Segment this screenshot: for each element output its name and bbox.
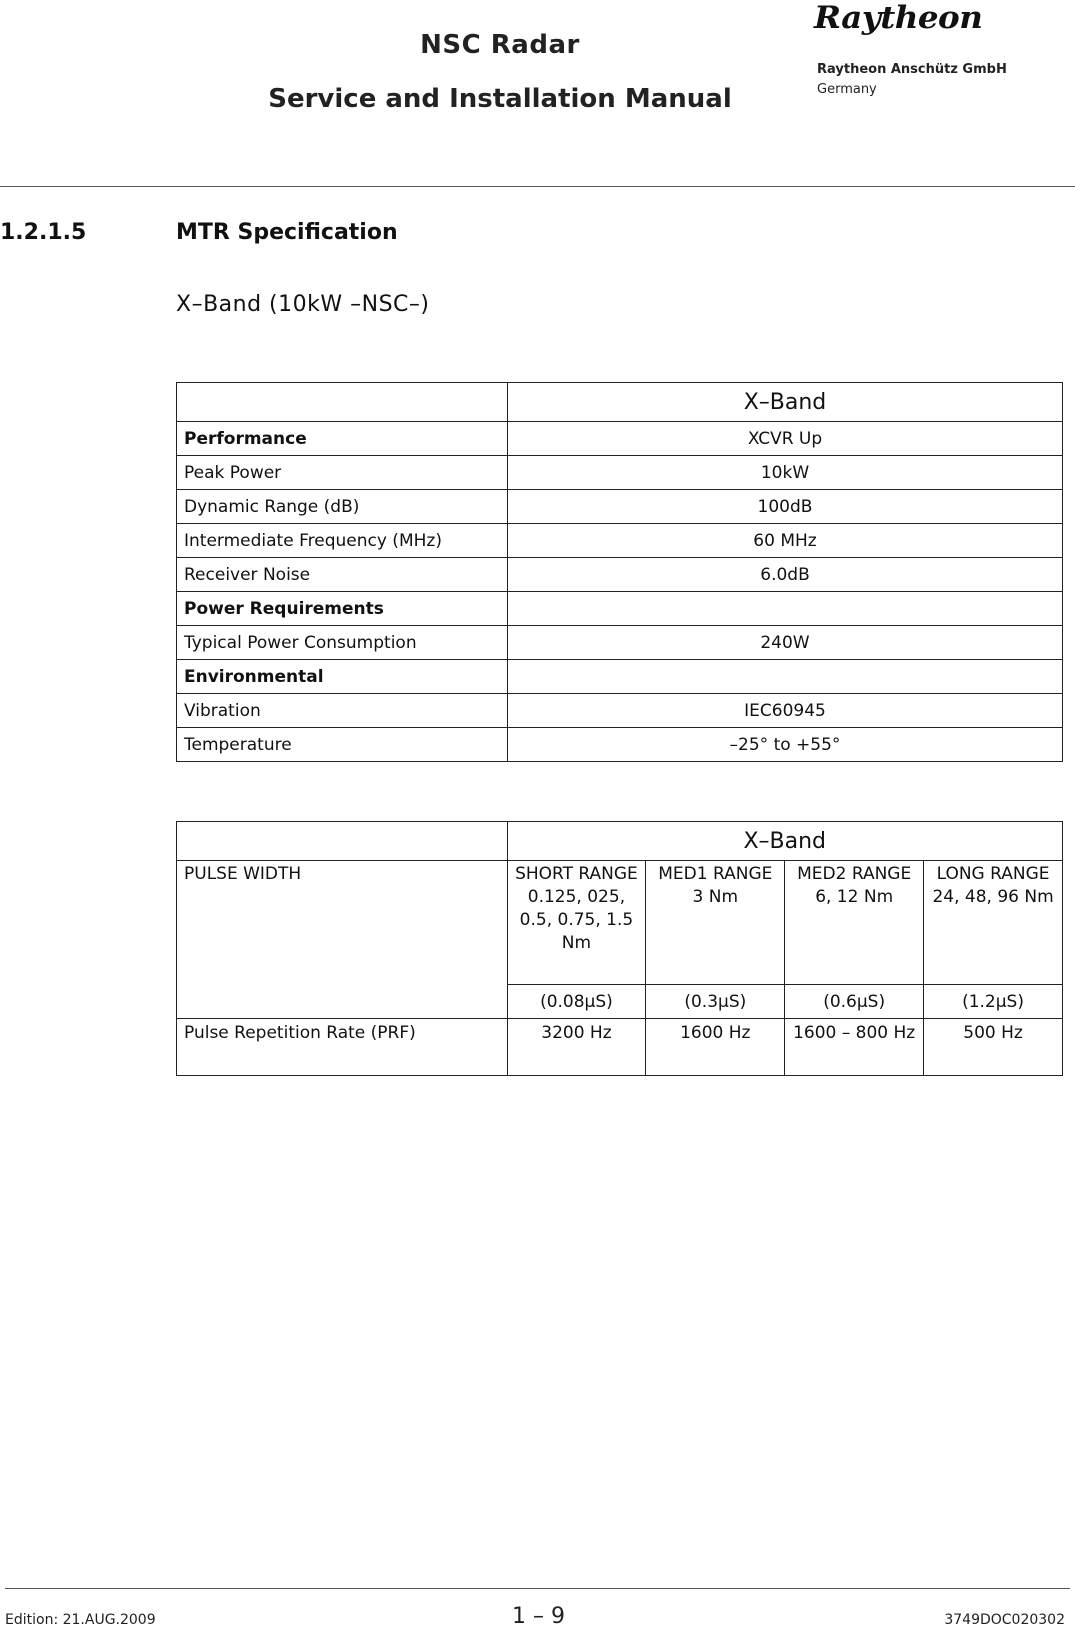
range-cell-med1 [646, 861, 785, 985]
row-label: Temperature [177, 728, 508, 762]
range-cell-med2 [785, 861, 924, 985]
document-number: 3749DOC020302 [944, 1612, 1065, 1628]
band-header: X–Band [507, 822, 1063, 861]
prf-value: 500 Hz [924, 1019, 1063, 1076]
range-name: MED1 RANGE [658, 864, 773, 884]
table-row [177, 728, 1063, 762]
section-title: MTR Specification [176, 220, 398, 245]
pulse-width-label: PULSE WIDTH [177, 861, 508, 1019]
range-cell-long [924, 861, 1063, 985]
table-row [177, 660, 1063, 694]
prf-label: Pulse Repetition Rate (PRF) [177, 1019, 508, 1076]
company-name: Raytheon Anschütz GmbH [817, 62, 1007, 77]
range-distances: 6, 12 Nm [815, 887, 894, 907]
table-row [177, 456, 1063, 490]
row-value: 6.0dB [508, 558, 1063, 592]
row-label: Intermediate Frequency (MHz) [177, 524, 508, 558]
table-row [177, 861, 1063, 985]
row-label: Receiver Noise [177, 558, 508, 592]
footer-divider [5, 1588, 1070, 1589]
range-cell-short [507, 861, 646, 985]
row-label: Typical Power Consumption [177, 626, 508, 660]
page-number: 1 – 9 [512, 1604, 565, 1629]
section-number: 1.2.1.5 [0, 220, 87, 245]
table-row [177, 558, 1063, 592]
company-country: Germany [817, 82, 877, 97]
row-value [508, 660, 1063, 694]
table-row [177, 592, 1063, 626]
section-subtitle: X–Band (10kW –NSC–) [176, 292, 430, 317]
edition-date: Edition: 21.AUG.2009 [5, 1612, 156, 1628]
row-value: –25° to +55° [508, 728, 1063, 762]
range-distances: 0.125, 025, 0.5, 0.75, 1.5 Nm [519, 887, 634, 953]
pulse-duration: (1.2µS) [924, 985, 1063, 1019]
pulse-table [176, 821, 1063, 1076]
pulse-duration: (0.08µS) [507, 985, 646, 1019]
row-value: 10kW [508, 456, 1063, 490]
row-value: XCVR Up [508, 422, 1063, 456]
row-value: 60 MHz [508, 524, 1063, 558]
row-value: IEC60945 [508, 694, 1063, 728]
range-name: SHORT RANGE [515, 864, 638, 884]
table-row [177, 1019, 1063, 1076]
row-label: Performance [177, 422, 508, 456]
prf-value: 3200 Hz [507, 1019, 646, 1076]
table-header-row [177, 822, 1063, 861]
range-name: MED2 RANGE [797, 864, 912, 884]
table-row [177, 694, 1063, 728]
row-value: 100dB [508, 490, 1063, 524]
raytheon-logo: Raytheon [814, 0, 983, 36]
table-row [177, 524, 1063, 558]
range-name: LONG RANGE [936, 864, 1050, 884]
table-cell [177, 383, 508, 422]
table-header-row [177, 383, 1063, 422]
table-row [177, 490, 1063, 524]
row-label: Environmental [177, 660, 508, 694]
document-subtitle: Service and Installation Manual [268, 84, 732, 114]
pulse-duration: (0.6µS) [785, 985, 924, 1019]
table-row [177, 626, 1063, 660]
table-cell [177, 822, 508, 861]
prf-value: 1600 Hz [646, 1019, 785, 1076]
row-value [508, 592, 1063, 626]
prf-value: 1600 – 800 Hz [785, 1019, 924, 1076]
document-title: NSC Radar [420, 30, 580, 60]
pulse-duration: (0.3µS) [646, 985, 785, 1019]
range-distances: 3 Nm [692, 887, 739, 907]
spec-table [176, 382, 1063, 762]
row-label: Vibration [177, 694, 508, 728]
table-row [177, 422, 1063, 456]
row-value: 240W [508, 626, 1063, 660]
row-label: Power Requirements [177, 592, 508, 626]
row-label: Peak Power [177, 456, 508, 490]
header-divider [0, 186, 1075, 187]
row-label: Dynamic Range (dB) [177, 490, 508, 524]
range-distances: 24, 48, 96 Nm [932, 887, 1054, 907]
band-header: X–Band [508, 383, 1063, 422]
